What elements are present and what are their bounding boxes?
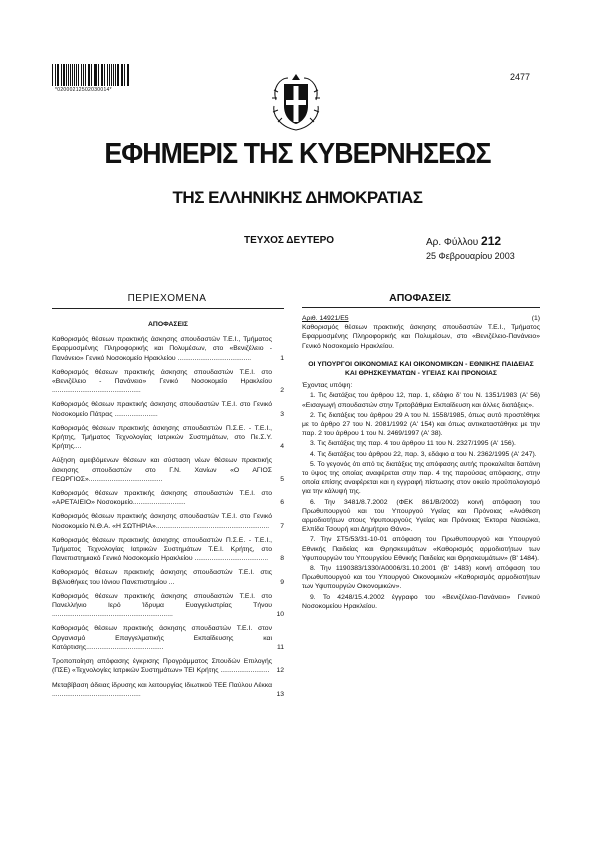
issue-date: 25 Φεβρουαρίου 2003 [426,251,515,261]
toc-item[interactable] [52,592,284,620]
contents-subheading: ΑΠΟΦΑΣΕΙΣ [148,321,188,328]
toc-item-page: 9 [280,578,284,586]
barcode-bar [89,64,90,86]
toc-item-page: 12 [276,667,284,675]
barcode-bar [95,64,97,86]
toc-item-text: Καθορισμός θέσεων πρακτικής άσκησης σπουδαστών Τ.Ε.Ι., Τμήματος Εφαρμοσμένης Πληροφορικής και Πολυμέσων, στο «Βενιζέλειο - Πανάνειο» Γενικό Νοσοκομείο Ηρακλείου ....................................... [52,336,272,362]
barcode-bar [81,64,82,86]
sheet-number-line [426,234,501,248]
toc-item-text: Καθορισμός θέσεων πρακτικής άσκησης σπουδαστών Π.Σ.Ε. - Τ.Ε.Ι., Κρήτης, Τμήματος Τεχνολογίας Ιατρικών Συστημάτων, στο Πε.Σ.Υ. Κρήτης.... [52,424,272,451]
toc-item-text: Καθορισμός θέσεων πρακτικής άσκησης σπουδαστών Τ.Ε.Ι. στο «Βενιζέλειο - Πανάνειο» Γενικό Νοσοκομείο Ηρακλείου ............................................... [52,368,272,395]
toc-item[interactable] [52,335,284,363]
toc-item[interactable] [52,424,284,452]
decision-reference: Αριθ. 14921/Ε5 [302,315,349,322]
toc-item[interactable] [52,536,284,564]
barcode-bar [70,64,71,86]
decisions-rule [302,307,540,308]
barcode-bar [102,64,103,86]
contents-heading: ΠΕΡΙΕΧΟΜΕΝΑ [127,293,207,304]
toc-item-text: Καθορισμός θέσεων πρακτικής άσκησης σπουδαστών Τ.Ε.Ι. στο Γενικό Νοσοκομείο Ν.Θ.Α. «Η ΣΩΤΗΡΙΑ»............................................................ [52,513,272,530]
decision-reference-number: (1) [531,315,540,322]
barcode-bar [57,64,58,86]
barcode-bar [122,64,123,86]
toc-item[interactable] [52,657,284,675]
toc-item[interactable] [52,624,284,652]
barcode-bar [127,64,128,86]
barcode-bar [63,64,65,86]
barcode-bar [55,64,56,86]
toc-item-page: 2 [280,387,284,395]
toc-item-text: Καθορισμός θέσεων πρακτικής άσκησης σπουδαστών Τ.Ε.Ι. στο «ΑΡΕΤΑΙΕΙΟ» Νοσοκομείο............................ [52,490,272,507]
toc-item-page: 13 [276,690,284,698]
toc-item-page: 5 [280,475,284,483]
decisions-heading: ΑΠΟΦΑΣΕΙΣ [389,292,451,304]
decision-body [302,314,540,612]
ministers-heading: ΟΙ ΥΠΟΥΡΓΟΙ ΟΙΚΟΝΟΜΙΑΣ ΚΑΙ ΟΙΚΟΝΟΜΙΚΩΝ - ΕΘΝΙΚΗΣ ΠΑΙΔΕΙΑΣ ΚΑΙ ΘΡΗΣΚΕΥΜΑΤΩΝ - ΥΓΕΙΑΣ ΚΑΙ ΠΡΟΝΟΙΑΣ [308,360,534,378]
contents-rule [52,308,284,309]
decision-paragraph: 6. Την 3481/8.7.2002 (ΦΕΚ 861/Β/2002) κοινή απόφαση του Πρωθυπουργού και του Υπουργού Υγείας και Πρόνοιας «Ανάθεση αρμοδιοτήτων στους Υφυπουργούς Υγείας και Πρόνοιας Έκτορα Νασιώκα, Ελπίδα Τσουρή και Δημήτριο Θάνο». [302,498,540,534]
toc-item[interactable] [52,568,284,586]
toc-item[interactable] [52,512,284,530]
barcode-bar [101,64,102,86]
decision-paragraph: 2. Τις διατάξεις του άρθρου 29 Α του Ν. 1558/1985, όπως αυτό προστέθηκε με το άρθρο 27 του Ν. 2081/1992 (Α' 154) και όπως αντικαταστάθηκε με την παρ. 2 του άρθρου 1 του Ν. 2469/1997 (Α' 38). [302,411,540,438]
toc-item-page: 10 [276,611,284,619]
contents-list [52,320,284,704]
toc-item-text: Καθορισμός θέσεων πρακτικής άσκησης σπουδαστών Π.Σ.Ε. - Τ.Ε.Ι., Τμήματος Τεχνολογίας Ιατρικών Συστημάτων Τ.Ε.Ι. Κρήτης, στο Πανεπιστημιακό Γενικό Νοσοκομείο Ηρακλείου ....................................... [52,536,272,563]
decision-paragraph: 7. Την ΣΤ5/53/31-10-01 απόφαση του Πρωθυπουργού και Υπουργού Εθνικής Παιδείας και Θρησκευμάτων «Καθορισμός αρμοδιοτήτων των Υφυπουργών του Υπουργείου Εθνικής Παιδείας και Θρησκευμάτων» (Β' 1484). [302,536,540,562]
considering-label: Έχοντας υπόψη: [302,382,353,390]
decision-paragraph: 1. Τις διατάξεις του άρθρου 12, παρ. 1, εδάφιο δ' του Ν. 1351/1983 (Α' 56) «Εισαγωγή σπουδαστών στην Τριτοβάθμια Εκπαίδευση και άλλες διατάξεις». [302,392,540,409]
toc-item-page: 4 [280,443,284,451]
toc-item[interactable] [52,681,284,699]
decision-paragraph: 4. Τις διατάξεις του άρθρου 22, παρ. 3, εδάφιο α του Ν. 2362/1995 (Α' 247). [310,450,537,458]
decision-paragraph: 9. Το 4248/15.4.2002 έγγραφο του «Βενιζέλειο-Πανάνειο» Γενικού Νοσοκομείου Ηρακλείου. [302,593,540,610]
sheet-label: Αρ. Φύλλου [426,237,479,248]
barcode-bar [124,64,125,86]
toc-item[interactable] [52,489,284,507]
toc-item-text: Μεταβίβαση άδειας ίδρυσης και λειτουργίας Ιδιωτικού ΤΕΕ Παύλου Λέκκα ............................................... [52,681,272,698]
barcode-bar [72,64,73,86]
barcode-number: *02000212502030014* [55,87,112,93]
toc-item-page: 7 [280,522,284,530]
barcode-bar [78,64,80,86]
barcode-bar [74,64,75,86]
toc-item-page: 3 [280,410,284,418]
barcode-bar [85,64,86,86]
toc-item-page: 8 [280,555,284,563]
toc-item[interactable] [52,368,284,396]
barcode-bar [83,64,84,86]
barcode-bar [104,64,105,86]
greek-coat-of-arms-emblem [266,70,326,134]
barcode-bar [76,64,77,86]
decision-paragraph: 5. Το γεγονός ότι από τις διατάξεις της απόφασης αυτής προκαλείται δαπάνη το ύψος της οποίας αναφέρεται στην παρ. 4 της παρούσας απόφασης, στην οποία επίσης αναφέρεται και η εγγραφή πίστωσης στον οικείο προϋπολογισμό για την κάλυψή της. [302,460,540,496]
barcode [52,64,130,86]
barcode-bar [111,64,112,86]
toc-item-text: Καθορισμός θέσεων πρακτικής άσκησης σπουδαστών Τ.Ε.Ι. στο Πανελλήνιο Ιερό Ίδρυμα Ευαγγελιστρίας Τήνου ................................................................ [52,592,272,619]
decision-reference-line [302,314,540,323]
barcode-bar [121,64,122,86]
toc-item-text: Αύξηση αμειβόμενων θέσεων και σύσταση νέων θέσεων πρακτικής άσκησης σπουδαστών στο Γ.Ν. Χανίων «Ο ΑΓΙΟΣ ΓΕΩΡΓΙΟΣ»....................................... [52,457,272,483]
page-number: 2477 [510,72,531,82]
gazette-title: ΕΦΗΜΕΡΙΣ ΤΗΣ ΚΥΒΕΡΝΗΣΕΩΣ [104,138,491,170]
decision-title: Καθορισμός θέσεων πρακτικής άσκησης σπουδαστών Τ.Ε.Ι., Τμήματος Εφαρμοσμένης Πληροφορικής και Πολυμέσων, στο «Βενιζέλειο-Πανάνειο» Γενικό Νοσοκομείο Ηρακλείου. [302,324,540,350]
toc-item-text: Καθορισμός θέσεων πρακτικής άσκησης σπουδαστών Τ.Ε.Ι. στον Οργανισμό Επαγγελματικής Εκπαίδευσης και Κατάρτισης......................................... [52,625,272,651]
toc-item[interactable] [52,400,284,418]
barcode-bar [66,64,67,86]
barcode-bar [52,64,53,86]
barcode-bar [98,64,99,86]
barcode-bar [128,64,129,86]
barcode-bar [109,64,110,86]
decision-paragraph: 8. Την 1190383/1330/Α0006/31.10.2001 (Β' 1483) κοινή απόφαση του Πρωθυπουργού και του Υπουργού Οικονομικών «Καθορισμός αρμοδιοτήτων των Υφυπουργών Οικονομικών». [302,565,540,591]
barcode-bar [91,64,92,86]
sheet-number: 212 [481,234,502,248]
barcode-bar [94,64,95,86]
decision-paragraphs [302,391,540,611]
barcode-bar [115,64,116,86]
toc-item-text: Καθορισμός θέσεων πρακτικής άσκησης σπουδαστών Τ.Ε.Ι. στις Βιβλιοθήκες του Ιόνιου Πανεπιστημίου ... [52,569,272,586]
barcode-bar [61,64,62,86]
issue-series: ΤΕΥΧΟΣ ΔΕΥΤΕΡΟ [244,235,335,246]
barcode-bar [117,64,119,86]
gazette-subtitle: ΤΗΣ ΕΛΛΗΝΙΚΗΣ ΔΗΜΟΚΡΑΤΙΑΣ [172,188,423,207]
toc-item-page: 1 [280,354,284,362]
toc-items [52,335,284,699]
toc-item-text: Καθορισμός θέσεων πρακτικής άσκησης σπουδαστών Τ.Ε.Ι. στο Γενικό Νοσοκομείο Πάτρας ....................... [52,401,272,418]
toc-item[interactable] [52,456,284,484]
toc-item-text: Τροποποίηση απόφασης έγκρισης Προγράμματος Σπουδών Επιλογής (ΠΣΕ) «Τεχνολογίες Ιατρικών Συστημάτων» ΤΕΙ Κρήτης .......................... [52,658,272,675]
barcode-bar [68,64,69,86]
barcode-bar [58,64,59,86]
barcode-bar [88,64,89,86]
toc-item-page: 11 [276,643,284,651]
toc-item-page: 6 [280,499,284,507]
barcode-bar [113,64,114,86]
decision-paragraph: 3. Τις διατάξεις της παρ. 4 του άρθρου 11 του Ν. 2327/1995 (Α' 156). [310,440,516,448]
barcode-bar [107,64,108,86]
